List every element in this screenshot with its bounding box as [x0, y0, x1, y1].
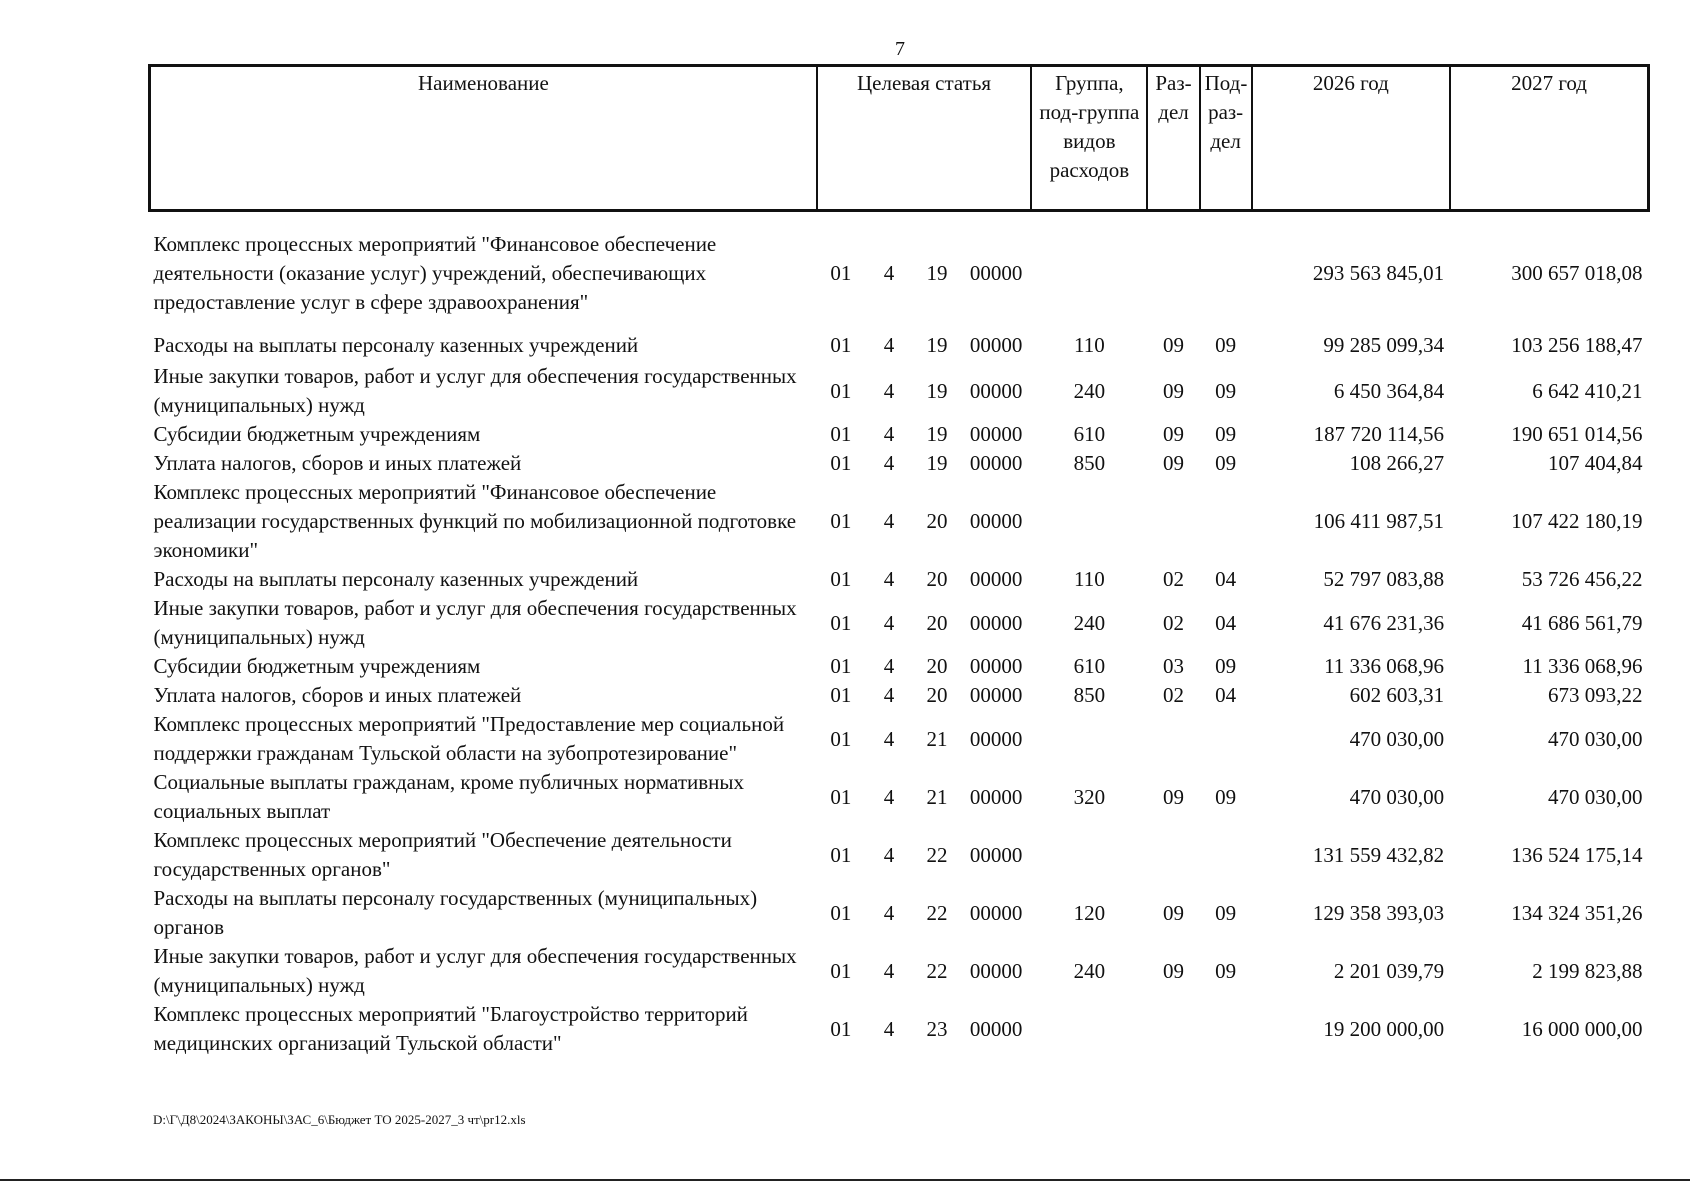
code-program: 01 [830, 726, 852, 751]
row-name: Уплата налогов, сборов и иных платежей [153, 683, 522, 707]
code-complex: 20 [926, 610, 948, 635]
code-program: 01 [830, 610, 852, 635]
code-program: 01 [830, 842, 852, 867]
expense-group [1031, 710, 1147, 768]
subsection-code [1200, 826, 1252, 884]
subsection-code: 09 [1215, 333, 1237, 357]
code-complex: 20 [926, 509, 948, 533]
subsection-code: 09 [1215, 900, 1237, 925]
code-program: 01 [830, 958, 852, 983]
amount-2027: 673 093,22 [1548, 683, 1643, 707]
section-code [1147, 478, 1199, 565]
code-direction: 00000 [969, 261, 1023, 285]
row-name: Расходы на выплаты персоналу государственных (муниципальных) органов [153, 886, 758, 939]
bottom-divider [0, 1179, 1690, 1181]
section-code [1147, 230, 1199, 317]
amount-2026: 470 030,00 [1349, 726, 1445, 751]
expense-group [1031, 478, 1147, 565]
amount-2026: 6 450 364,84 [1333, 378, 1445, 403]
amount-2027: 11 336 068,96 [1522, 654, 1643, 678]
row-name: Комплекс процессных мероприятий "Предоставление мер социальной поддержки гражданам Тульской области на зубопротезирование" [153, 712, 785, 765]
code-type: 4 [883, 654, 895, 678]
amount-2027: 136 524 175,14 [1511, 842, 1643, 867]
header-spacer [150, 211, 1649, 231]
header-name: Наименование [150, 66, 817, 211]
code-direction: 00000 [969, 610, 1023, 635]
amount-2026: 19 200 000,00 [1323, 1016, 1445, 1041]
header-year-2026: 2026 год [1252, 66, 1450, 211]
code-type: 4 [883, 683, 895, 707]
table-row [150, 449, 1649, 478]
code-type: 4 [883, 1016, 895, 1041]
amount-2027: 134 324 351,26 [1511, 900, 1643, 925]
table-header [150, 66, 1649, 211]
table-row [150, 565, 1649, 594]
section-code: 02 [1163, 683, 1185, 707]
amount-2027: 107 404,84 [1548, 451, 1643, 475]
table-row [150, 1000, 1649, 1058]
code-type: 4 [883, 567, 895, 591]
code-type: 4 [883, 784, 895, 809]
code-program: 01 [830, 509, 852, 533]
amount-2026: 11 336 068,96 [1324, 654, 1445, 678]
subsection-code: 04 [1215, 610, 1237, 635]
amount-2026: 108 266,27 [1349, 451, 1445, 475]
expense-group: 320 [1073, 784, 1106, 809]
row-name: Уплата налогов, сборов и иных платежей [153, 451, 522, 475]
amount-2027: 190 651 014,56 [1511, 422, 1643, 446]
section-code: 02 [1163, 610, 1185, 635]
subsection-code [1200, 1000, 1252, 1058]
code-complex: 22 [926, 900, 948, 925]
header-subsection: Под-раз-дел [1200, 66, 1252, 211]
code-program: 01 [830, 333, 852, 357]
amount-2026: 470 030,00 [1349, 784, 1445, 809]
row-name: Иные закупки товаров, работ и услуг для обеспечения государственных (муниципальных) нужд [153, 944, 797, 997]
code-direction: 00000 [969, 726, 1023, 751]
code-complex: 19 [926, 422, 948, 446]
code-direction: 00000 [969, 842, 1023, 867]
subsection-code [1200, 230, 1252, 317]
code-direction: 00000 [969, 422, 1023, 446]
table-row [150, 230, 1649, 317]
page-number: 7 [895, 38, 905, 60]
subsection-code: 04 [1215, 683, 1237, 707]
code-program: 01 [830, 451, 852, 475]
code-direction: 00000 [969, 958, 1023, 983]
code-type: 4 [883, 842, 895, 867]
expense-group: 240 [1073, 378, 1106, 403]
code-direction: 00000 [969, 683, 1023, 707]
expense-group: 110 [1074, 333, 1105, 357]
amount-2027: 103 256 188,47 [1511, 333, 1643, 357]
subsection-code [1200, 710, 1252, 768]
code-direction: 00000 [969, 378, 1023, 403]
table-row [150, 884, 1649, 942]
expense-group: 120 [1073, 900, 1106, 925]
code-complex: 21 [926, 726, 948, 751]
subsection-code: 09 [1215, 422, 1237, 446]
header-year-2027: 2027 год [1450, 66, 1648, 211]
expense-group: 240 [1073, 958, 1106, 983]
expense-group [1031, 1000, 1147, 1058]
amount-2027: 6 642 410,21 [1532, 378, 1643, 403]
code-program: 01 [830, 261, 852, 285]
amount-2026: 129 358 393,03 [1312, 900, 1445, 925]
table-row [150, 594, 1649, 652]
subsection-code: 09 [1215, 784, 1237, 809]
code-type: 4 [883, 422, 895, 446]
table-row [150, 420, 1649, 449]
amount-2027: 53 726 456,22 [1521, 567, 1643, 591]
amount-2026: 602 603,31 [1349, 683, 1445, 707]
code-program: 01 [830, 683, 852, 707]
code-type: 4 [883, 509, 895, 533]
section-code: 09 [1163, 378, 1185, 403]
table-row [150, 942, 1649, 1000]
section-code: 09 [1163, 958, 1185, 983]
expense-group [1031, 230, 1147, 317]
section-code [1147, 710, 1199, 768]
row-name: Комплекс процессных мероприятий "Финансовое обеспечение деятельности (оказание услуг) учреждений, обеспечивающих предоставление услуг в сфере здравоохранения" [153, 232, 717, 314]
code-complex: 19 [926, 333, 948, 357]
amount-2027: 41 686 561,79 [1521, 610, 1643, 635]
code-program: 01 [830, 567, 852, 591]
row-name: Иные закупки товаров, работ и услуг для обеспечения государственных (муниципальных) нужд [153, 364, 797, 417]
header-target-article: Целевая статья [817, 66, 1031, 211]
row-name: Социальные выплаты гражданам, кроме публичных нормативных социальных выплат [153, 770, 745, 823]
row-name: Субсидии бюджетным учреждениям [153, 422, 481, 446]
amount-2027: 470 030,00 [1548, 784, 1643, 809]
table-row [150, 710, 1649, 768]
amount-2027: 16 000 000,00 [1521, 1016, 1643, 1041]
section-code: 03 [1163, 654, 1185, 678]
code-type: 4 [883, 900, 895, 925]
amount-2026: 52 797 083,88 [1323, 567, 1445, 591]
code-direction: 00000 [969, 1016, 1023, 1041]
code-complex: 22 [926, 958, 948, 983]
code-complex: 21 [926, 784, 948, 809]
row-name: Комплекс процессных мероприятий "Благоустройство территорий медицинских организаций Тульской области" [153, 1002, 748, 1055]
code-complex: 23 [926, 1016, 948, 1041]
code-program: 01 [830, 784, 852, 809]
header-section: Раз-дел [1147, 66, 1199, 211]
code-complex: 22 [926, 842, 948, 867]
amount-2026: 2 201 039,79 [1333, 958, 1445, 983]
budget-table [148, 64, 1650, 1058]
code-complex: 20 [926, 683, 948, 707]
code-type: 4 [883, 726, 895, 751]
header-expense-group: Группа, под-группа видов расходов [1031, 66, 1147, 211]
code-type: 4 [883, 610, 895, 635]
table-body [150, 211, 1649, 1059]
code-program: 01 [830, 422, 852, 446]
code-direction: 00000 [969, 900, 1023, 925]
subsection-code: 04 [1215, 567, 1237, 591]
row-name: Субсидии бюджетным учреждениям [153, 654, 481, 678]
row-name: Расходы на выплаты персоналу казенных учреждений [153, 567, 639, 591]
code-direction: 00000 [969, 333, 1023, 357]
subsection-code: 09 [1215, 378, 1237, 403]
code-complex: 19 [926, 378, 948, 403]
expense-group: 850 [1073, 451, 1106, 475]
subsection-code [1200, 478, 1252, 565]
row-name: Комплекс процессных мероприятий "Обеспечение деятельности государственных органов" [153, 828, 732, 881]
code-complex: 19 [926, 451, 948, 475]
expense-group: 240 [1073, 610, 1106, 635]
table-row [150, 768, 1649, 826]
code-program: 01 [830, 378, 852, 403]
code-complex: 20 [926, 654, 948, 678]
amount-2026: 131 559 432,82 [1312, 842, 1445, 867]
amount-2026: 99 285 099,34 [1323, 333, 1445, 357]
section-code [1147, 1000, 1199, 1058]
table-row [150, 317, 1649, 362]
code-type: 4 [883, 958, 895, 983]
table-row [150, 681, 1649, 710]
code-program: 01 [830, 900, 852, 925]
amount-2026: 106 411 987,51 [1313, 509, 1445, 533]
section-code: 09 [1163, 784, 1185, 809]
expense-group: 610 [1073, 654, 1106, 678]
section-code: 09 [1163, 333, 1185, 357]
row-name: Расходы на выплаты персоналу казенных учреждений [153, 333, 639, 357]
code-type: 4 [883, 378, 895, 403]
expense-group [1031, 826, 1147, 884]
code-type: 4 [883, 333, 895, 357]
table-row [150, 362, 1649, 420]
expense-group: 850 [1073, 683, 1106, 707]
amount-2026: 187 720 114,56 [1313, 422, 1445, 446]
section-code [1147, 826, 1199, 884]
code-program: 01 [830, 654, 852, 678]
amount-2027: 300 657 018,08 [1511, 261, 1643, 285]
amount-2026: 41 676 231,36 [1323, 610, 1445, 635]
subsection-code: 09 [1215, 958, 1237, 983]
section-code: 09 [1163, 422, 1185, 446]
code-direction: 00000 [969, 654, 1023, 678]
code-direction: 00000 [969, 509, 1023, 533]
code-type: 4 [883, 261, 895, 285]
amount-2026: 293 563 845,01 [1312, 261, 1445, 285]
table-row [150, 826, 1649, 884]
code-complex: 19 [926, 261, 948, 285]
subsection-code: 09 [1215, 654, 1237, 678]
table-row [150, 478, 1649, 565]
section-code: 09 [1163, 900, 1185, 925]
expense-group: 610 [1073, 422, 1106, 446]
expense-group: 110 [1074, 567, 1105, 591]
amount-2027: 2 199 823,88 [1532, 958, 1643, 983]
code-direction: 00000 [969, 451, 1023, 475]
table-row [150, 652, 1649, 681]
code-complex: 20 [926, 567, 948, 591]
code-direction: 00000 [969, 784, 1023, 809]
code-type: 4 [883, 451, 895, 475]
code-program: 01 [830, 1016, 852, 1041]
row-name: Иные закупки товаров, работ и услуг для обеспечения государственных (муниципальных) нужд [153, 596, 797, 649]
row-name: Комплекс процессных мероприятий "Финансовое обеспечение реализации государственных функций по мобилизационной подготовке экономики" [153, 480, 797, 562]
code-direction: 00000 [969, 567, 1023, 591]
section-code: 02 [1163, 567, 1185, 591]
amount-2027: 470 030,00 [1548, 726, 1643, 751]
amount-2027: 107 422 180,19 [1511, 509, 1643, 533]
file-path-footer: D:\Г\Д8\2024\ЗАКОНЫ\ЗАС_6\Бюджет ТО 2025-2027_3 чт\pr12.xls [153, 1112, 526, 1127]
section-code: 09 [1163, 451, 1185, 475]
subsection-code: 09 [1215, 451, 1237, 475]
